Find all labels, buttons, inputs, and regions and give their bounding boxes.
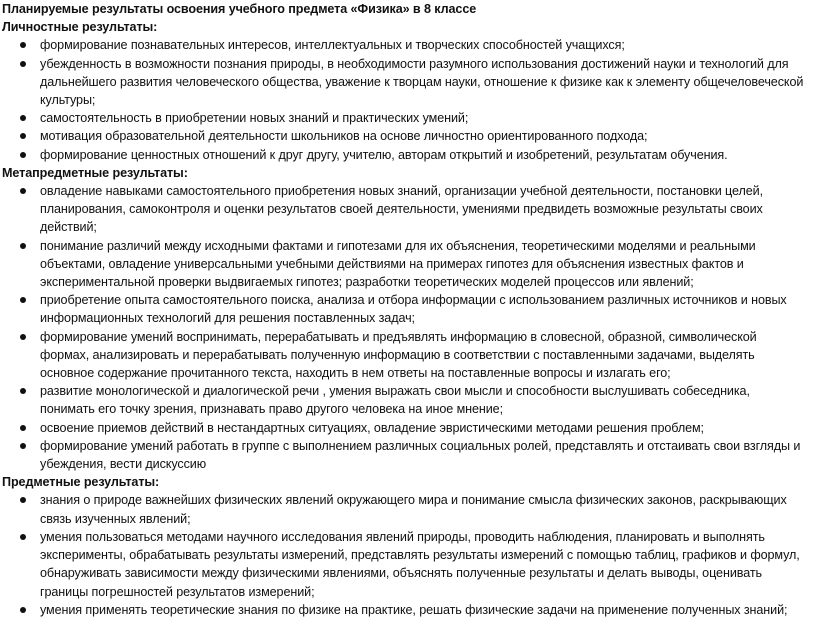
list-item <box>0 291 816 327</box>
bullet-list <box>0 182 816 473</box>
section-heading: Метапредметные результаты: <box>2 165 188 180</box>
list-item <box>0 127 816 145</box>
section-heading: Предметные результаты: <box>2 475 160 490</box>
bullet-icon <box>20 133 26 139</box>
list-item-text: самостоятельность в приобретении новых знаний и практических умений; <box>40 111 469 126</box>
bullet-icon <box>20 297 26 303</box>
bullet-icon <box>20 388 26 394</box>
list-item <box>0 491 816 527</box>
list-item <box>0 601 816 619</box>
list-item <box>0 437 816 473</box>
bullet-icon <box>20 534 26 540</box>
bullet-icon <box>20 243 26 249</box>
list-item <box>0 328 816 383</box>
bullet-icon <box>20 607 26 613</box>
list-item-text: формирование ценностных отношений к друг другу, учителю, авторам открытий и изобретений, результатам обучения. <box>40 147 728 162</box>
list-item <box>0 382 816 418</box>
list-item-text: формирование познавательных интересов, интеллектуальных и творческих способностей учащихся; <box>40 38 625 53</box>
bullet-icon <box>20 188 26 194</box>
list-item-text: убежденность в возможности познания природы, в необходимости разумного использования достижений науки и технологий для дальнейшего развития человеческого общества, уважение к творцам науки, отношение к физике как к элементу общечеловеческой культуры; <box>40 56 804 108</box>
list-item-text: развитие монологической и диалогической речи , умения выражать свои мысли и способности выслушивать собеседника, понимать его точку зрения, признавать право другого человека на иное мнение; <box>40 384 750 417</box>
list-item <box>0 528 816 601</box>
list-item <box>0 109 816 127</box>
list-item-text: овладение навыками самостоятельного приобретения новых знаний, организации учебной деятельности, постановки целей, планирования, самоконтроля и оценки результатов своей деятельности, умениями предвидеть возможные результаты своих действий; <box>40 184 763 235</box>
list-item <box>0 419 816 437</box>
list-item <box>0 55 816 110</box>
list-item <box>0 146 816 164</box>
bullet-icon <box>20 115 26 121</box>
list-item-text: приобретение опыта самостоятельного поиска, анализа и отбора информации с использованием различных источников и новых информационных технологий для решения поставленных задач; <box>40 293 787 326</box>
list-item-text: формирование умений воспринимать, перерабатывать и предъявлять информацию в словесной, образной, символической формах, анализировать и перерабатывать полученную информацию в соответствии с поставленными задачами, выделять основное содержание прочитанного текста, находить в нем ответы на поставленные вопросы и излагать его; <box>40 329 757 381</box>
bullet-list <box>0 36 816 163</box>
sections-container <box>0 18 816 619</box>
bullet-icon <box>20 334 26 340</box>
bullet-icon <box>20 42 26 48</box>
list-item <box>0 182 816 237</box>
list-item-text: знания о природе важнейших физических явлений окружающего мира и понимание смысла физических законов, раскрывающих связь изученных явлений; <box>40 493 787 526</box>
list-item-text: умения применять теоретические знания по физике на практике, решать физические задачи на применение полученных знаний; <box>40 602 788 617</box>
bullet-list <box>0 491 816 618</box>
bullet-icon <box>20 152 26 158</box>
list-item <box>0 36 816 54</box>
list-item <box>0 237 816 292</box>
list-item-text: понимание различий между исходными фактами и гипотезами для их объяснения, теоретическими моделями и реальными объектами, овладение универсальными учебными действиями на примерах гипотез для объяснения известных фактов и экспериментальной проверки выдвигаемых гипотез; разработки теоретических моделей процессов или явлений; <box>40 238 756 290</box>
list-item-text: умения пользоваться методами научного исследования явлений природы, проводить наблюдения, планировать и выполнять эксперименты, обрабатывать результаты измерений, представлять результаты измерений с помощью таблиц, графиков и формул, обнаруживать зависимости между физическими явлениями, объяснять полученные результаты и делать выводы, оценивать границы погрешностей результатов измерений; <box>40 529 800 599</box>
bullet-icon <box>20 425 26 431</box>
document-title: Планируемые результаты освоения учебного предмета «Физика» в 8 классе <box>2 2 477 16</box>
bullet-icon <box>20 497 26 503</box>
list-item-text: освоение приемов действий в нестандартных ситуациях, овладение эвристическими методами решения проблем; <box>40 420 704 435</box>
section-heading: Личностные результаты: <box>2 20 158 35</box>
list-item-text: формирование умений работать в группе с выполнением различных социальных ролей, представлять и отстаивать свои взгляды и убеждения, вести дискуссию <box>40 438 801 472</box>
bullet-icon <box>20 443 26 449</box>
bullet-icon <box>20 61 26 67</box>
list-item-text: мотивация образовательной деятельности школьников на основе личностно ориентированного подхода; <box>40 129 648 144</box>
